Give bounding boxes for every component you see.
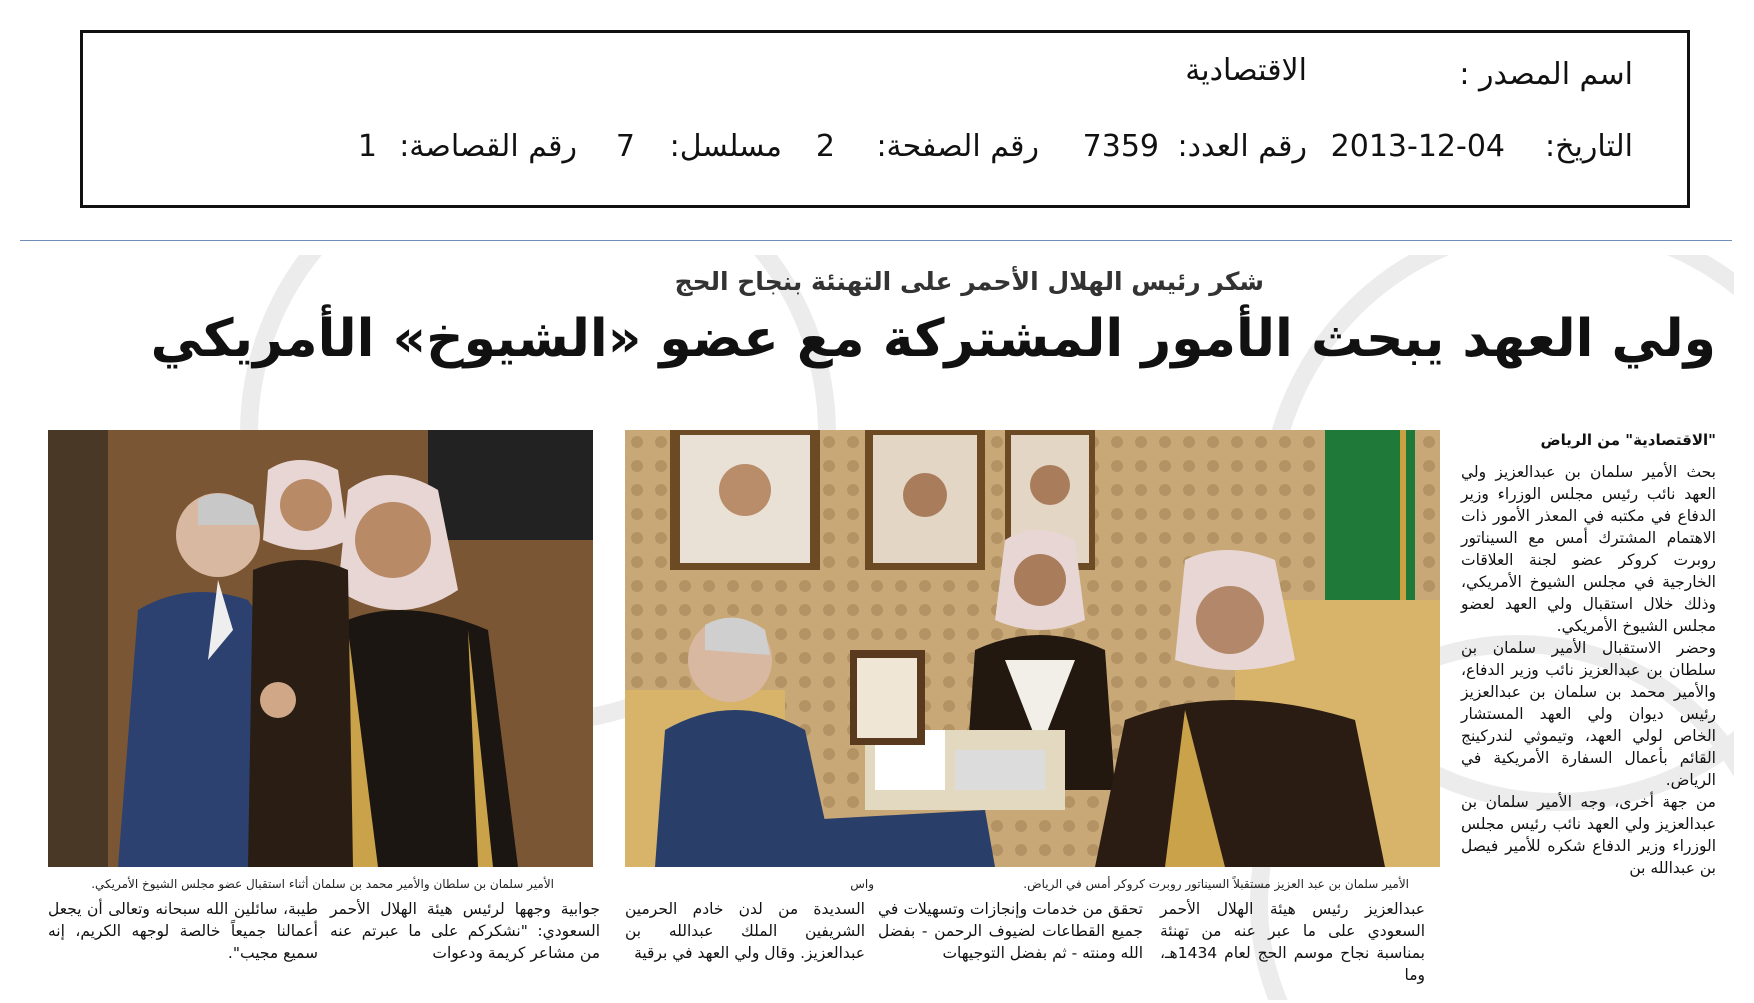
bottom-column-5: طيبة، سائلين الله سبحانه وتعالى أن يجعل أعمالنا جميعاً خالصة لوجهه الكريم، إنه سميع مجيب". — [48, 900, 318, 962]
caption-right: الأمير سلمان بن عبد العزيز مستقبلاً السيناتور روبرت كروكر أمس في الرياض. — [1023, 877, 1409, 891]
serial-label: مسلسل: — [669, 129, 782, 164]
source-label: اسم المصدر : — [1459, 57, 1633, 92]
source-info-box — [80, 30, 1690, 208]
caption-right-credit: واس — [850, 877, 874, 891]
article-kicker: شكر رئيس الهلال الأحمر على التهنئة بنجاح الحج — [674, 267, 1264, 296]
photo-left-scene — [48, 430, 593, 867]
newspaper-clipping — [20, 255, 1734, 1000]
bottom-column-2: تحقق من خدمات وإنجازات وتسهيلات في جميع القطاعات لضيوف الرحمن - بفضل الله ومنته - ثم بفضل التوجيهات — [878, 900, 1143, 962]
page-value: 2 — [815, 129, 835, 164]
clip-label: رقم القصاصة: — [399, 129, 577, 164]
issue-value: 7359 — [1082, 129, 1159, 164]
article-side-column — [1461, 461, 1716, 879]
bottom-column-3: السديدة من لدن خادم الحرمين الشريفين الملك عبدالله بن عبدالعزيز. وقال ولي العهد في برقية — [625, 900, 865, 962]
side-paragraph-2: وحضر الاستقبال الأمير سلمان بن سلطان بن عبدالعزيز نائب وزير الدفاع، والأمير محمد بن سلمان بن عبدالعزيز رئيس ديوان ولي العهد المستشار الخاص لولي العهد، وتيموثي لندركينج القائم بأعمال السفارة الأمريكية في الرياض. — [1461, 639, 1716, 789]
side-paragraph-3: من جهة أخرى، وجه الأمير سلمان بن عبدالعزيز ولي العهد نائب رئيس مجلس الوزراء وزير الدفاع شكره للأمير فيصل بن عبدالله بن — [1461, 793, 1716, 877]
photo-right-scene — [625, 430, 1440, 867]
serial-value: 7 — [615, 129, 635, 164]
side-paragraph-1: بحث الأمير سلمان بن عبدالعزيز ولي العهد نائب رئيس مجلس الوزراء وزير الدفاع في مكتبه في المعذر الأمور ذات الاهتمام المشترك أمس مع السيناتور روبرت كروكر عضو لجنة العلاقات الخارجية في مجلس الشيوخ الأمريكي، وذلك خلال استقبال ولي العهد لعضو مجلس الشيوخ الأمريكي. — [1461, 463, 1716, 635]
header-divider — [20, 240, 1732, 241]
bottom-column-4: جوابية وجهها لرئيس هيئة الهلال الأحمر السعودي: "نشكركم على ما عبرتم عنه من مشاعر كريمة ودعوات — [330, 900, 600, 962]
photo-right — [625, 430, 1440, 867]
clip-value: 1 — [357, 129, 377, 164]
caption-left: الأمير سلمان بن سلطان والأمير محمد بن سلمان أثناء استقبال عضو مجلس الشيوخ الأمريكي. — [91, 877, 554, 891]
bottom-column-1: عبدالعزيز رئيس هيئة الهلال الأحمر السعودي على ما عبر عنه من تهنئة بمناسبة نجاح موسم الحج لعام 1434هـ، وما — [1160, 900, 1425, 984]
article-byline: "الاقتصادية" من الرياض — [1540, 431, 1716, 449]
page-label: رقم الصفحة: — [876, 129, 1039, 164]
date-label: التاريخ: — [1545, 129, 1633, 164]
source-value: الاقتصادية — [1185, 53, 1307, 88]
date-value: 2013-12-04 — [1330, 129, 1505, 164]
article-headline: ولي العهد يبحث الأمور المشتركة مع عضو «الشيوخ» الأمريكي — [150, 309, 1716, 369]
issue-label: رقم العدد: — [1177, 129, 1307, 164]
photo-left — [48, 430, 593, 867]
